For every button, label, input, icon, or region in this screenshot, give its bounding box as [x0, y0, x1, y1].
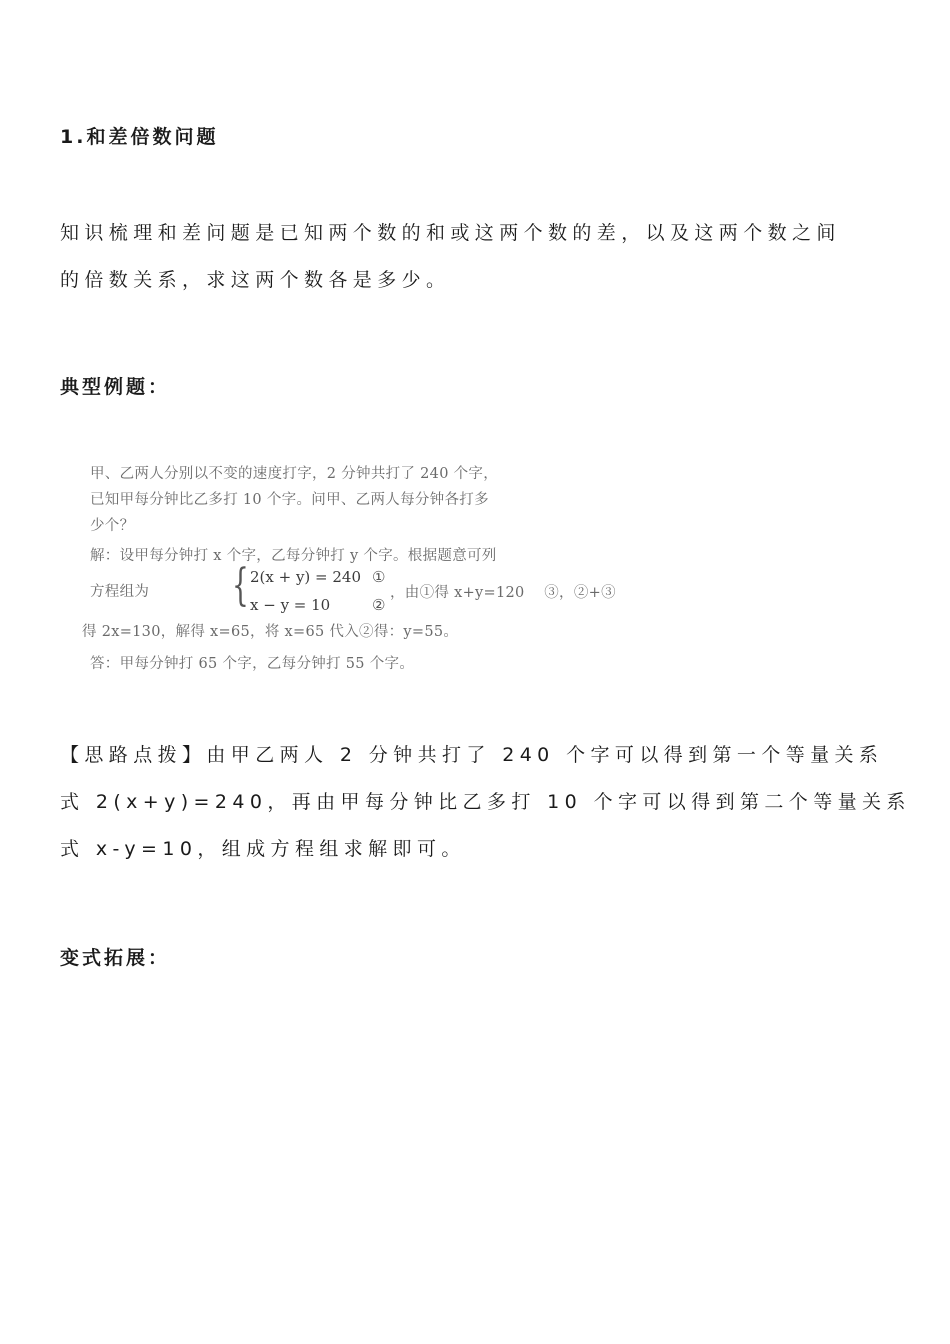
equation-1: 2(x + y) = 240	[250, 568, 362, 586]
knowledge-line: 知识梳理和差问题是已知两个数的和或这两个数的差，以及这两个数之间	[60, 222, 841, 244]
hint-paragraph	[60, 732, 911, 873]
hint-line: 式 2(x+y)=240，再由甲每分钟比乙多打 10 个字可以得到第二个等量关系	[60, 791, 911, 813]
equation-2-number: ②	[372, 596, 386, 614]
knowledge-paragraph	[60, 210, 890, 304]
example-image	[78, 452, 616, 682]
example-answer: 答：甲每分钟打 65 个字，乙每分钟打 55 个字。	[90, 656, 415, 672]
equation-1-number: ①	[372, 568, 386, 586]
brace-symbol: {	[232, 560, 249, 611]
knowledge-line: 的倍数关系，求这两个数各是多少。	[60, 269, 451, 291]
example-solution-intro: 解：设甲每分钟打 x 个字，乙每分钟打 y 个字。根据题意可列	[90, 548, 497, 564]
hint-line: 【思路点拨】由甲乙两人 2 分钟共打了 240 个字可以得到第一个等量关系	[60, 744, 884, 766]
variant-title: 变式拓展：	[60, 947, 171, 969]
example-system-label: 方程组为	[90, 584, 150, 600]
section-title: 1.和差倍数问题	[60, 126, 219, 148]
example-problem-line: 已知甲每分钟比乙多打 10 个字。问甲、乙两人每分钟各打多	[90, 492, 489, 508]
typical-example-title: 典型例题：	[60, 376, 171, 398]
example-problem-line: 甲、乙两人分别以不变的速度打字，2 分钟共打了 240 个字，	[90, 466, 499, 482]
example-after-system: ，由①得 x+y=120 ③，②+③	[390, 585, 616, 601]
hint-line: 式 x-y=10，组成方程组求解即可。	[60, 838, 466, 860]
equation-2: x − y = 10	[250, 596, 331, 614]
example-problem-line: 少个？	[90, 518, 135, 534]
example-solution-line: 得 2x=130，解得 x=65，将 x=65 代入②得：y=55。	[82, 624, 459, 640]
